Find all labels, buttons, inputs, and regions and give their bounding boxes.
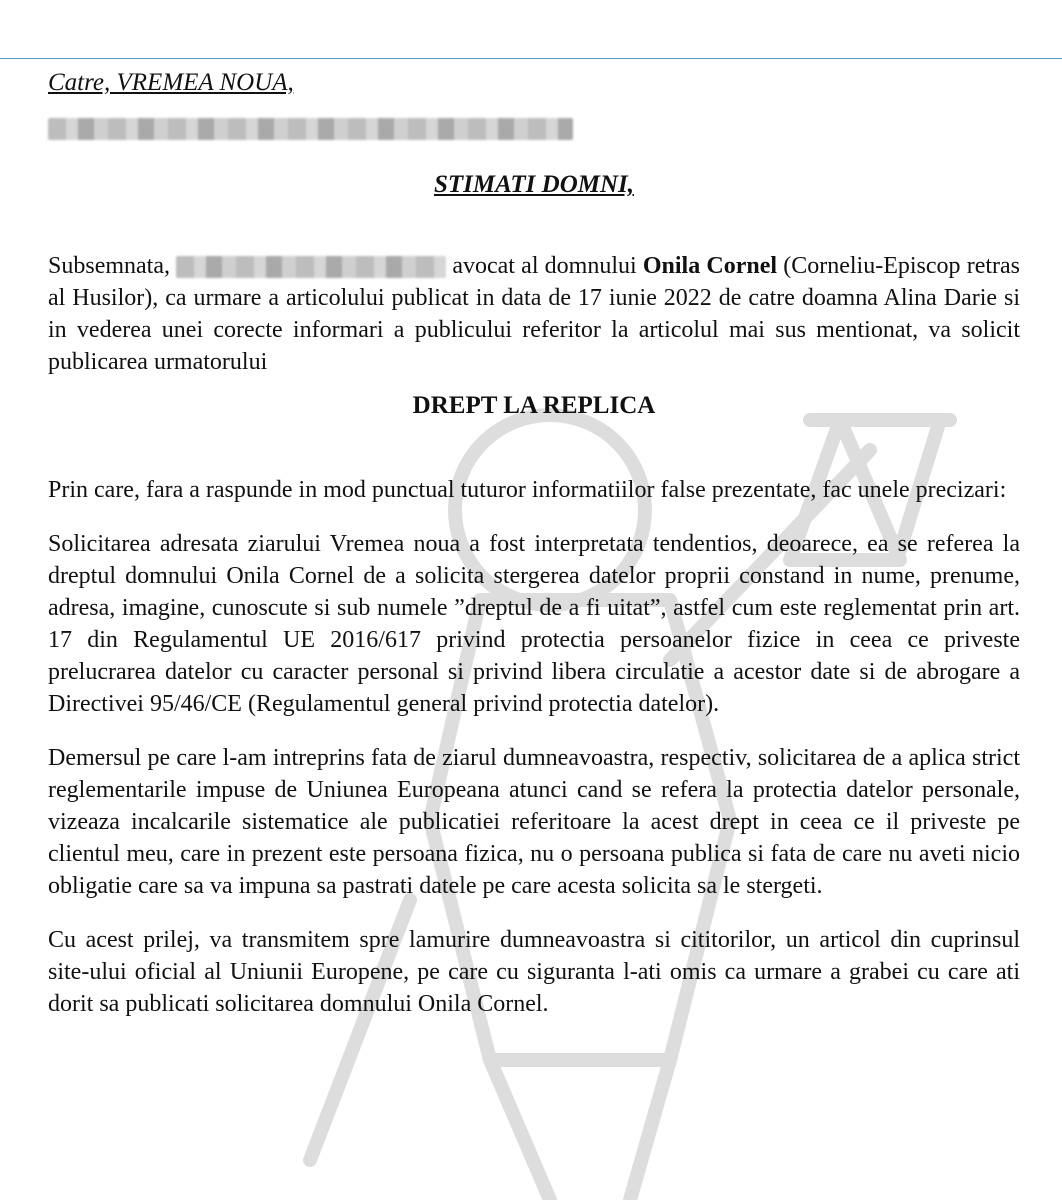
salutation: STIMATI DOMNI, [433,171,635,198]
paragraph: Demersul pe care l-am intreprins fata de ziarul dumneavoastra, respectiv, solicitarea de a aplica strict reglementarile impuse de Uniunea Europeana atunci cand se refera la protectia datelor personale, vizeaza incalcarile sistematice ale publicatiei referitoare la acest drept in ceea ce il priveste pe clientul meu, care in prezent este persoana fizica, nu o persoana publica si fata de care nu aveti nicio obligatie care sa va impuna sa pastrati datele pe care acesta solicita sa le stergeti. [48,745,1020,899]
document-title: DREPT LA REPLICA [412,392,656,419]
intro-text-1: Subsemnata, [48,253,170,279]
paragraph: Cu acest prilej, va transmitem spre lamurire dumneavoastra si cititorilor, un articol din cuprinsul site-ului oficial al Uniunii Europene, pe care cu siguranta l-ati omis ca urmare a grabei cu care ati dorit sa publicati solicitarea domnului Onila Cornel. [48,927,1020,1017]
intro-paragraph [48,250,1020,378]
redacted-address [48,118,573,140]
header-rule [0,58,1062,59]
letter-page [48,62,1020,1020]
intro-text-3: (Corneliu-Episcop retras al Husilor), ca urmare a articolului publicat in data de 17 iunie 2022 de catre doamna Alina Darie si in vederea unei corecte informari a publicului referitor la articolul mai sus mentionat, va solicit publicarea urmatorului [48,253,1020,375]
client-name: Onila Cornel [642,253,778,279]
paragraph: Solicitarea adresata ziarului Vremea noua a fost interpretata tendentios, deoarece, ea se referea la dreptul domnului Onila Cornel de a solicita stergerea datelor proprii constand in nume, prenume, adresa, imagine, cunoscute si sub numele ”dreptul de a fi uitat”, astfel cum este reglementat prin art. 17 din Regulamentul UE 2016/617 privind protectia persoanelor fizice in ceea ce priveste prelucrarea datelor cu caracter personal si privind libera circulatie a acestor date si de abrogare a Directivei 95/46/CE (Regulamentul general privind protectia datelor). [48,531,1020,717]
paragraph: Prin care, fara a raspunde in mod punctual tuturor informatiilor false prezentate, fac unele precizari: [48,477,1007,503]
addressee: Catre, VREMEA NOUA, [48,69,294,96]
redacted-name [176,256,446,278]
intro-text-2: avocat al domnului [446,253,643,279]
